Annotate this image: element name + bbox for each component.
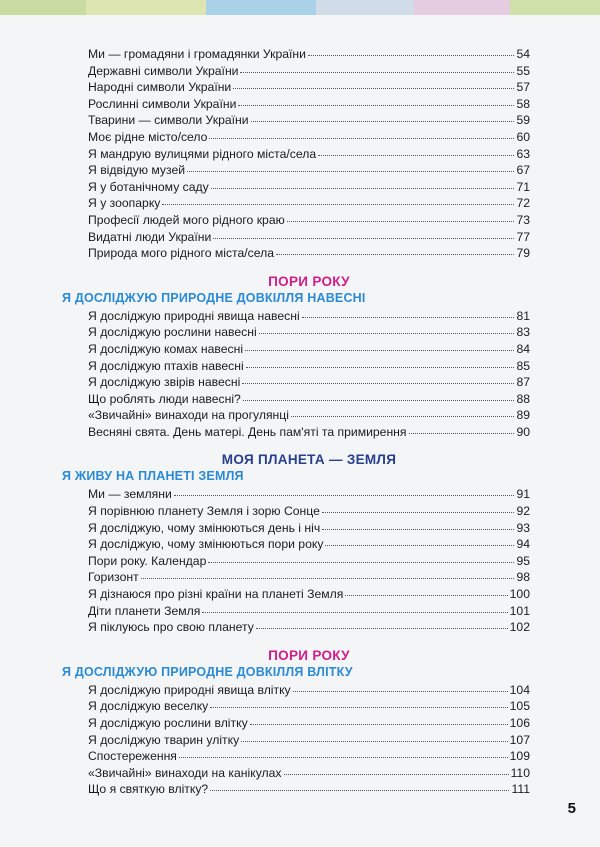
toc-entry-page: 100 <box>509 587 530 602</box>
dot-leader <box>308 45 514 56</box>
toc-entry-page: 102 <box>509 620 530 635</box>
dot-leader <box>241 731 507 742</box>
toc-entry-page: 73 <box>516 212 530 227</box>
toc-entry-title: Державні символи України <box>88 63 239 78</box>
toc-entry-title: Видатні люди України <box>88 229 212 244</box>
toc-entry-title: Народні символи України <box>88 80 232 95</box>
section-subtitle: Я ЖИВУ НА ПЛАНЕТІ ЗЕМЛЯ <box>62 469 244 484</box>
dot-leader <box>302 307 514 318</box>
dot-leader <box>233 78 514 89</box>
toc-entry[interactable] <box>88 63 530 80</box>
toc-entry[interactable] <box>88 603 530 620</box>
decorative-color-strip <box>0 0 600 15</box>
toc-entry-title: Я досліджую, чому змінюються день і ніч <box>88 520 321 535</box>
toc-entry[interactable] <box>88 781 530 798</box>
dot-leader <box>251 111 514 122</box>
toc-entry-title: Ми — земляни <box>88 487 172 502</box>
dot-leader <box>179 747 508 758</box>
toc-entry[interactable] <box>88 732 530 749</box>
toc-entry-page: 110 <box>510 765 530 780</box>
toc-entry-page: 67 <box>516 163 530 178</box>
toc-entry[interactable] <box>88 407 530 424</box>
toc-entry-title: Я досліджую природні явища навесні <box>88 308 300 323</box>
dot-leader <box>409 423 514 434</box>
toc-entry-page: 88 <box>516 391 530 406</box>
toc-entry-title: Я досліджую, чому змінюються пори року <box>88 537 324 552</box>
toc-entry-title: Я дізнаюся про різні країни на планеті Земля <box>88 587 344 602</box>
toc-entry-title: Тварини — символи України <box>88 113 249 128</box>
toc-entry[interactable] <box>88 195 530 212</box>
toc-entry[interactable] <box>88 358 530 375</box>
toc-entry-page: 83 <box>516 325 530 340</box>
toc-entry-page: 84 <box>516 341 530 356</box>
toc-entry-title: Моє рідне місто/село <box>88 129 208 144</box>
toc-entry-title: Я досліджую тварин улітку <box>88 732 240 747</box>
section-subtitle: Я ДОСЛІДЖУЮ ПРИРОДНЕ ДОВКІЛЛЯ НАВЕСНІ <box>62 290 366 305</box>
toc-entry-page: 109 <box>509 749 530 764</box>
toc-entry[interactable] <box>88 229 530 246</box>
section-title: ПОРИ РОКУ <box>268 647 350 663</box>
toc-entry-title: Я піклуюсь про свою планету <box>88 620 254 635</box>
toc-entry-page: 92 <box>516 504 530 519</box>
toc-entry-title: Природа мого рідного міста/села <box>88 246 275 261</box>
toc-entry[interactable] <box>88 46 530 63</box>
toc-entry-title: Я мандрую вулицями рідного міста/села <box>88 146 317 161</box>
toc-entry-title: Я досліджую комах навесні <box>88 341 244 356</box>
color-strip-segment <box>206 0 316 15</box>
section-title: МОЯ ПЛАНЕТА — ЗЕМЛЯ <box>221 452 397 468</box>
toc-entry[interactable] <box>88 536 530 553</box>
toc-entry-page: 87 <box>516 375 530 390</box>
toc-entry[interactable] <box>88 374 530 391</box>
toc-entry-page: 94 <box>516 537 530 552</box>
toc-entry[interactable] <box>88 162 530 179</box>
toc-entry-page: 57 <box>516 80 530 95</box>
toc-entry-title: Рослинні символи України <box>88 96 237 111</box>
dot-leader <box>245 340 514 351</box>
toc-entry[interactable] <box>88 129 530 146</box>
toc-entry[interactable] <box>88 619 530 636</box>
dot-leader <box>242 373 514 384</box>
toc-entry-title: Я досліджую природні явища влітку <box>88 682 291 697</box>
toc-section <box>62 647 530 798</box>
color-strip-segment <box>86 0 206 15</box>
toc-entry[interactable] <box>88 682 530 699</box>
toc-section <box>62 452 530 635</box>
dot-leader <box>210 780 509 791</box>
toc-entry-title: Я у ботанічному саду <box>88 179 209 194</box>
toc-section <box>62 273 530 441</box>
dot-leader <box>187 161 514 172</box>
toc-entry-page: 106 <box>509 716 530 730</box>
toc-entry-title: Пори року. Календар <box>88 553 207 568</box>
toc-entry-page: 63 <box>516 146 530 161</box>
toc-entry-title: Я відвідую музей <box>88 163 186 178</box>
dot-leader <box>259 323 514 334</box>
dot-leader <box>287 211 514 222</box>
dot-leader <box>322 519 514 530</box>
toc-entry[interactable] <box>88 553 530 570</box>
toc-entry-title: «Звичайні» винаходи на прогулянці <box>88 408 289 423</box>
toc-entry-title: Діти планети Земля <box>88 603 201 618</box>
dot-leader <box>284 764 509 775</box>
dot-leader <box>250 714 508 725</box>
toc-entry[interactable] <box>88 586 530 603</box>
toc-entry-page: 72 <box>516 196 530 211</box>
toc-entry[interactable] <box>88 424 530 441</box>
dot-leader <box>276 244 514 255</box>
toc-entry[interactable] <box>88 179 530 196</box>
toc-entry-title: Спостереження <box>88 749 177 764</box>
toc-entry[interactable] <box>88 391 530 408</box>
toc-entry-page: 89 <box>516 408 530 423</box>
toc-entry-page: 81 <box>516 308 530 323</box>
dot-leader <box>291 406 514 417</box>
dot-leader <box>209 128 514 139</box>
toc-entry-page: 105 <box>509 699 530 714</box>
toc-entry-page: 71 <box>516 179 530 194</box>
toc-entry[interactable] <box>88 486 530 503</box>
color-strip-segment <box>316 0 414 15</box>
toc-entry-title: Я досліджую звірів навесні <box>88 375 241 390</box>
toc-section <box>88 46 530 262</box>
toc-entry-title: «Звичайні» винаходи на канікулах <box>88 765 282 780</box>
dot-leader <box>174 485 514 496</box>
toc-entry-page: 58 <box>516 96 530 111</box>
dot-leader <box>202 602 507 613</box>
toc-entry[interactable] <box>88 698 530 715</box>
toc-entry[interactable] <box>88 112 530 129</box>
section-title: ПОРИ РОКУ <box>268 273 350 289</box>
toc-entry[interactable] <box>88 503 530 520</box>
toc-entry[interactable] <box>88 212 530 229</box>
color-strip-segment <box>414 0 510 15</box>
toc-entry-title: Я порівнюю планету Земля і зорю Сонце <box>88 504 320 519</box>
dot-leader <box>325 535 514 546</box>
toc-entry-page: 54 <box>516 47 530 61</box>
toc-entry-title: Ми — громадяни і громадянки України <box>88 47 306 61</box>
toc-entry-page: 98 <box>516 570 530 585</box>
toc-entry[interactable] <box>88 245 530 262</box>
toc-entry-title: Я досліджую веселку <box>88 699 209 714</box>
toc-entry[interactable] <box>88 569 530 586</box>
toc-entry[interactable] <box>88 146 530 163</box>
toc-entry[interactable] <box>88 96 530 113</box>
dot-leader <box>318 145 514 156</box>
color-strip-segment <box>0 0 86 15</box>
page-number: 5 <box>567 800 576 817</box>
toc-entry-title: Горизонт <box>88 570 139 585</box>
toc-entry-page: 79 <box>516 246 530 261</box>
toc-entry[interactable] <box>88 324 530 341</box>
toc-entry-page: 101 <box>509 603 530 618</box>
toc-entry-page: 55 <box>516 63 530 78</box>
toc-entry[interactable] <box>88 715 530 732</box>
toc-entry[interactable] <box>88 520 530 537</box>
dot-leader <box>243 390 514 401</box>
toc-entry-page: 60 <box>516 129 530 144</box>
dot-leader <box>210 697 507 708</box>
dot-leader <box>256 618 508 629</box>
dot-leader <box>211 178 514 189</box>
dot-leader <box>238 95 514 106</box>
toc-entry-page: 107 <box>509 732 530 747</box>
toc-entry-page: 95 <box>516 553 530 568</box>
dot-leader <box>141 568 514 579</box>
toc-entry[interactable] <box>88 765 530 782</box>
toc-entry-page: 90 <box>516 424 530 439</box>
dot-leader <box>162 194 514 205</box>
toc-entry-title: Я досліджую птахів навесні <box>88 358 244 373</box>
toc-entry-title: Я досліджую рослини навесні <box>88 325 257 340</box>
toc-entry-page: 59 <box>516 113 530 128</box>
toc-entry-title: Що я святкую влітку? <box>88 782 209 797</box>
dot-leader <box>293 681 508 692</box>
color-strip-segment <box>510 0 600 15</box>
table-of-contents <box>62 46 530 798</box>
toc-entry-page: 93 <box>516 520 530 535</box>
toc-entry-title: Весняні свята. День матері. День пам'яті та примирення <box>88 424 407 439</box>
dot-leader <box>246 357 514 368</box>
toc-entry[interactable] <box>88 308 530 325</box>
toc-entry[interactable] <box>88 748 530 765</box>
toc-entry-page: 104 <box>509 682 530 697</box>
dot-leader <box>208 552 514 563</box>
toc-entry-title: Я досліджую рослини влітку <box>88 716 248 730</box>
dot-leader <box>213 228 514 239</box>
dot-leader <box>345 585 507 596</box>
toc-entry[interactable] <box>88 79 530 96</box>
dot-leader <box>322 502 514 513</box>
toc-entry-title: Я у зоопарку <box>88 196 161 211</box>
toc-entry-page: 111 <box>511 782 530 797</box>
toc-entry-page: 77 <box>516 229 530 244</box>
toc-entry-title: Професії людей мого рідного краю <box>88 212 285 227</box>
toc-entry-page: 85 <box>516 358 530 373</box>
toc-entry[interactable] <box>88 341 530 358</box>
section-subtitle: Я ДОСЛІДЖУЮ ПРИРОДНЕ ДОВКІЛЛЯ ВЛІТКУ <box>62 664 353 679</box>
toc-entry-title: Що роблять люди навесні? <box>88 391 241 406</box>
toc-entry-page: 91 <box>516 487 530 502</box>
dot-leader <box>240 62 514 73</box>
